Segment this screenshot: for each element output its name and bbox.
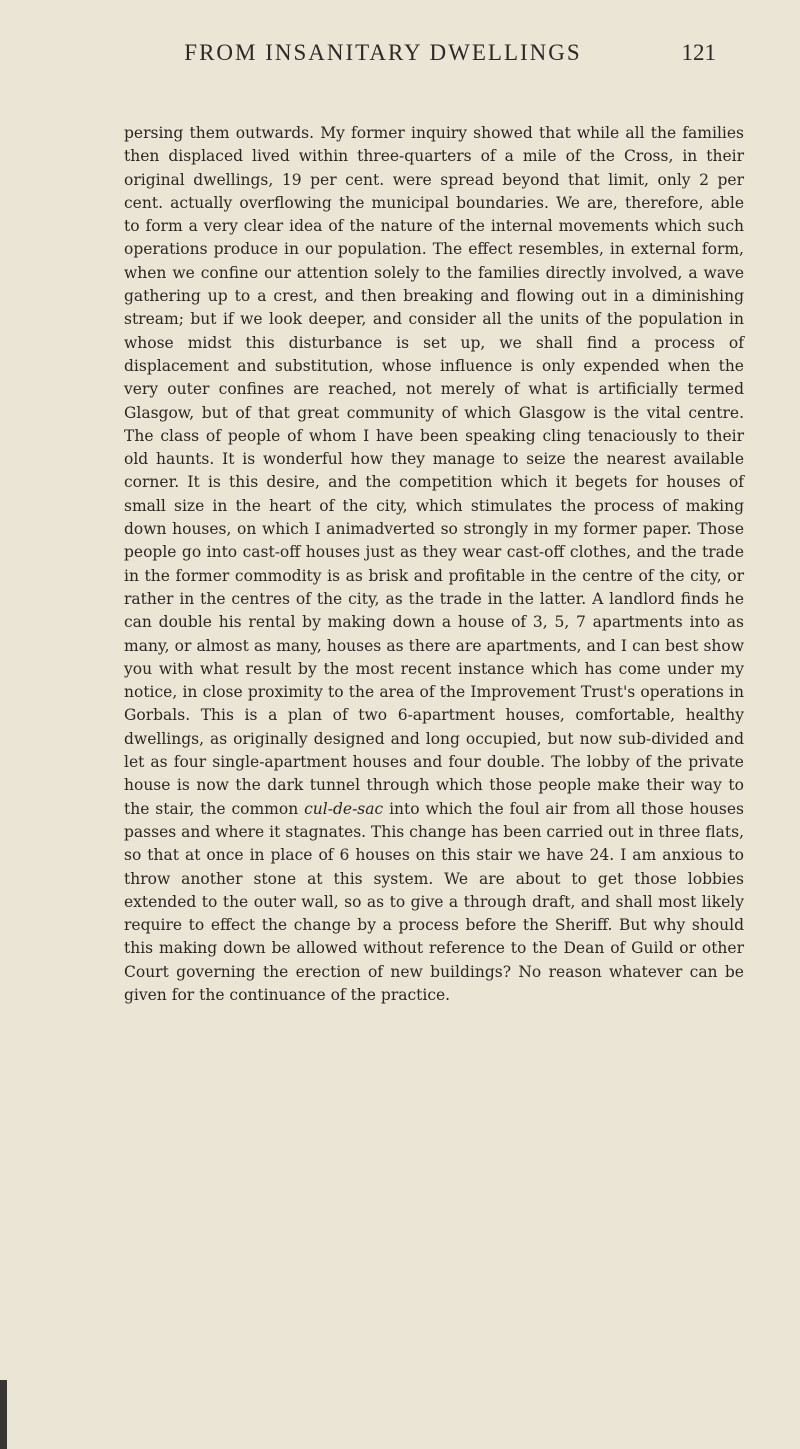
running-title: FROM INSANITARY DWELLINGS [184,40,582,65]
page-edge-shadow [0,1380,7,1449]
body-paragraph [124,122,744,1007]
page-number: 121 [681,40,716,65]
body-text-continued: into which the foul air from all those houses passes and where it stagnates. This change has been carried out in three flats, so that at once in place of 6 houses on this stair we have 24. I am anxious to throw another stone at this system. We are about to get those lobbies extended to the outer wall, so as to give a through draft, and shall most likely require to effect the change by a process before the Sheriff. But why should this making down be allowed without reference to the Dean of Guild or other Court governing the erection of new buildings? No reason whatever can be given for the continuance of the practice. [124,799,745,1004]
page-header [120,40,716,80]
body-text-main: persing them outwards. My former inquiry showed that while all the families then displaced lived within three-quarters of a mile of the Cross, in their original dwellings, 19 per cent. were spread beyond that limit, only 2 per cent. actually overflowing the municipal boundaries. We are, therefore, able to form a very clear idea of the nature of the internal movements which such operations produce in our population. The effect resembles, in external form, when we confine our attention solely to the families directly involved, a wave gathering up to a crest, and then breaking and flowing out in a diminishing stream; but if we look deeper, and consider all the units of the population in whose midst this disturbance is set up, we shall find a process of displacement and substitution, whose influence is only expended when the very outer confines are reached, not merely of what is artificially termed Glasgow, but of that great community of which Glasgow is the vital centre. The class of people of whom I have been speaking cling tenaciously to their old haunts. It is wonderful how they manage to seize the nearest available corner. It is this desire, and the competition which it begets for houses of small size in the heart of the city, which stimulates the process of making down houses, on which I animadverted so strongly in my former paper. Those people go into cast-off houses just as they wear cast-off clothes, and the trade in the former commodity is as brisk and profitable in the centre of the city, or rather in the centres of the city, as the trade in the latter. A landlord finds he can double his rental by making down a house of 3, 5, 7 apartments into as many, or almost as many, houses as there are apartments, and I can best show you with what result by the most recent instance which has come under my notice, in close proximity to the area of the Improvement Trust's operations in Gorbals. This is a plan of two 6-apartment houses, comfortable, healthy dwellings, as originally designed and long occupied, but now sub-divided and let as four single-apartment houses and four double. The lobby of the private house is now the dark tunnel through which those people make their way to the stair, the common [124,124,744,818]
italic-phrase: cul-de-sac [304,799,384,818]
